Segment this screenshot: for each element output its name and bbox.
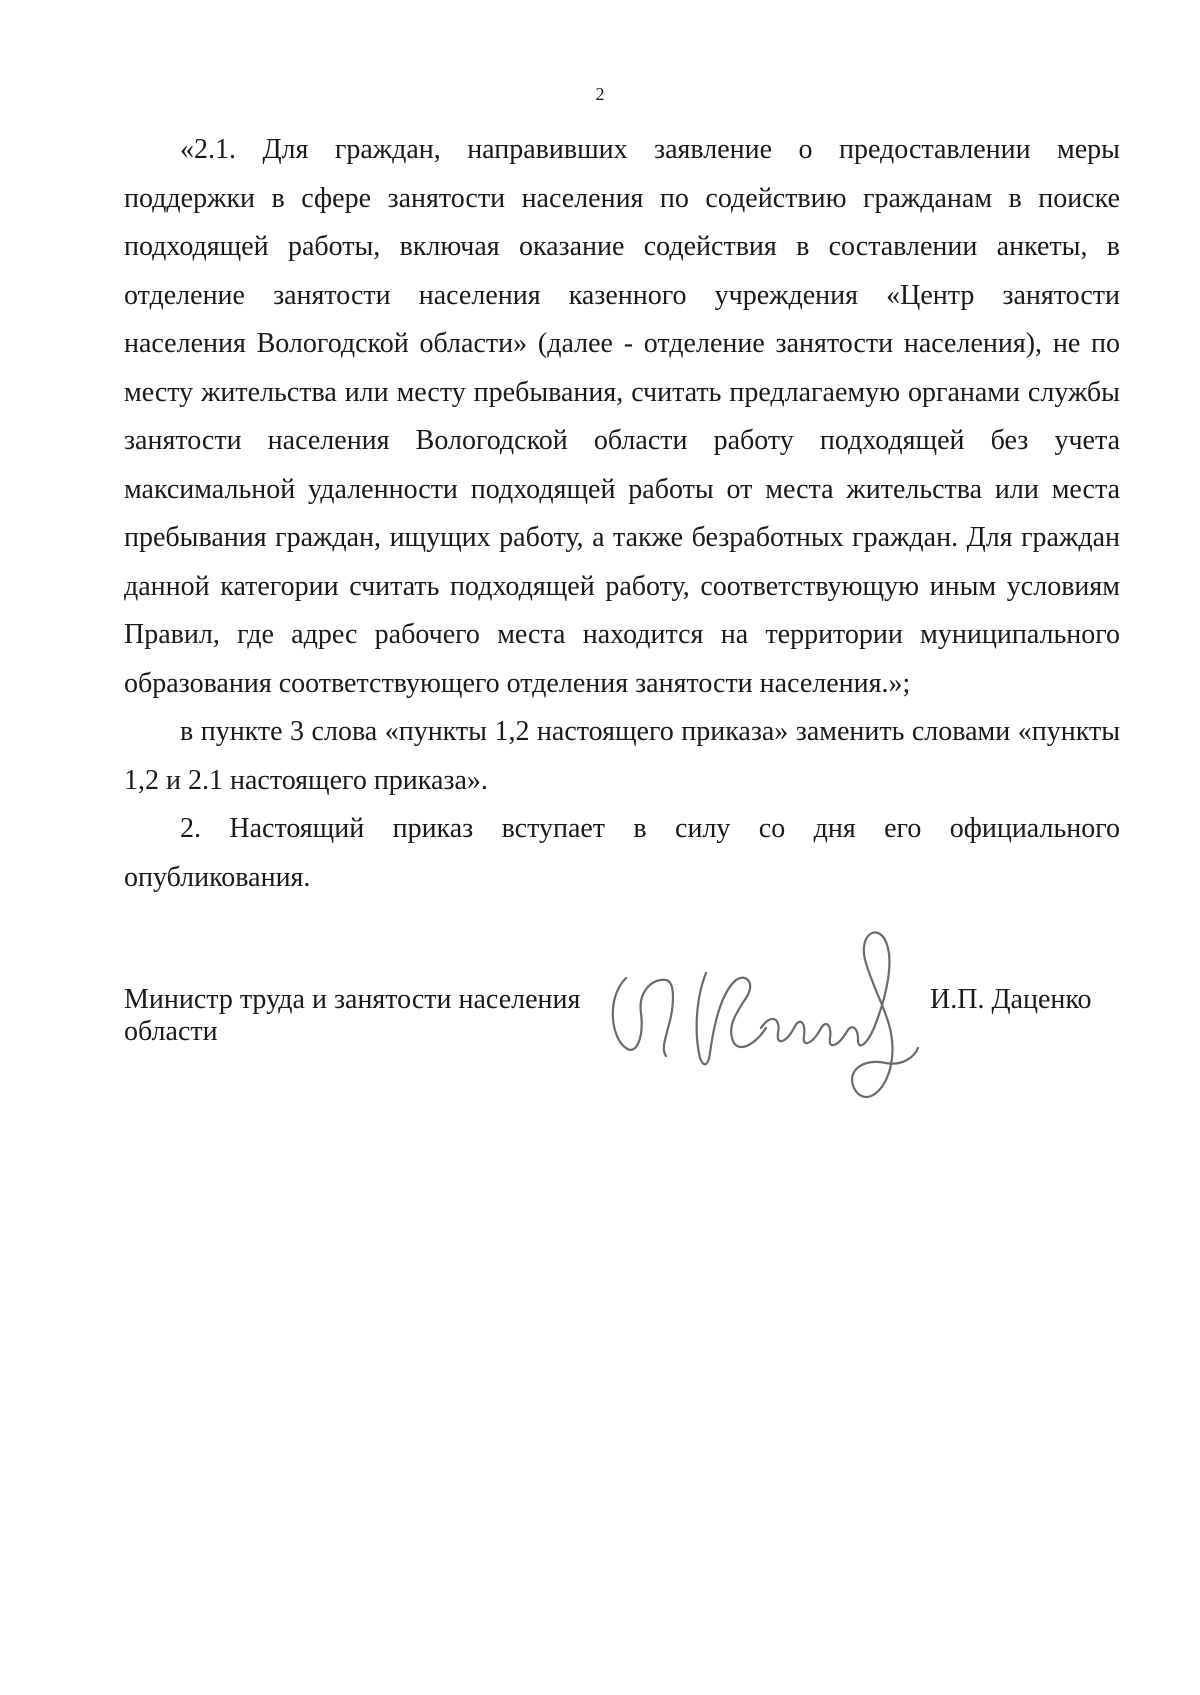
paragraph-2-1: «2.1. Для граждан, направивших заявление о предоставлении меры поддержки в сфере занятости населения по содействию гражданам в поиске подходящей работы, включая оказание содействия в составлении анкеты, в отделение занятости населения казенного учреждения «Центр занятости населения Вологодской области» (далее - отделение занятости населения), не по месту жительства или месту пребывания, считать предлагаемую органами службы занятости населения Вологодской области работу подходящей без учета максимальной удаленности подходящей работы от места жительства или места пребывания граждан, ищущих работу, а также безработных граждан. Для граждан данной категории считать подходящей работу, соответствующую иным условиям Правил, где адрес рабочего места находится на территории муниципального образования соответствующего отделения занятости населения.»; [124, 134, 1120, 699]
signatory-name: И.П. Даценко [930, 984, 1092, 1015]
page-number: 2 [595, 84, 605, 104]
handwritten-signature [596, 918, 926, 1118]
document-body [124, 126, 1120, 902]
paragraph-point-3-amendment: в пункте 3 слова «пункты 1,2 настоящего приказа» заменить словами «пункты 1,2 и 2.1 настоящего приказа». [124, 716, 1120, 796]
paragraph-effective-date: 2. Настоящий приказ вступает в силу со дня его официального опубликования. [124, 813, 1120, 893]
signatory-title: Министр труда и занятости населения области [124, 984, 581, 1047]
signatory-position [124, 984, 604, 1048]
